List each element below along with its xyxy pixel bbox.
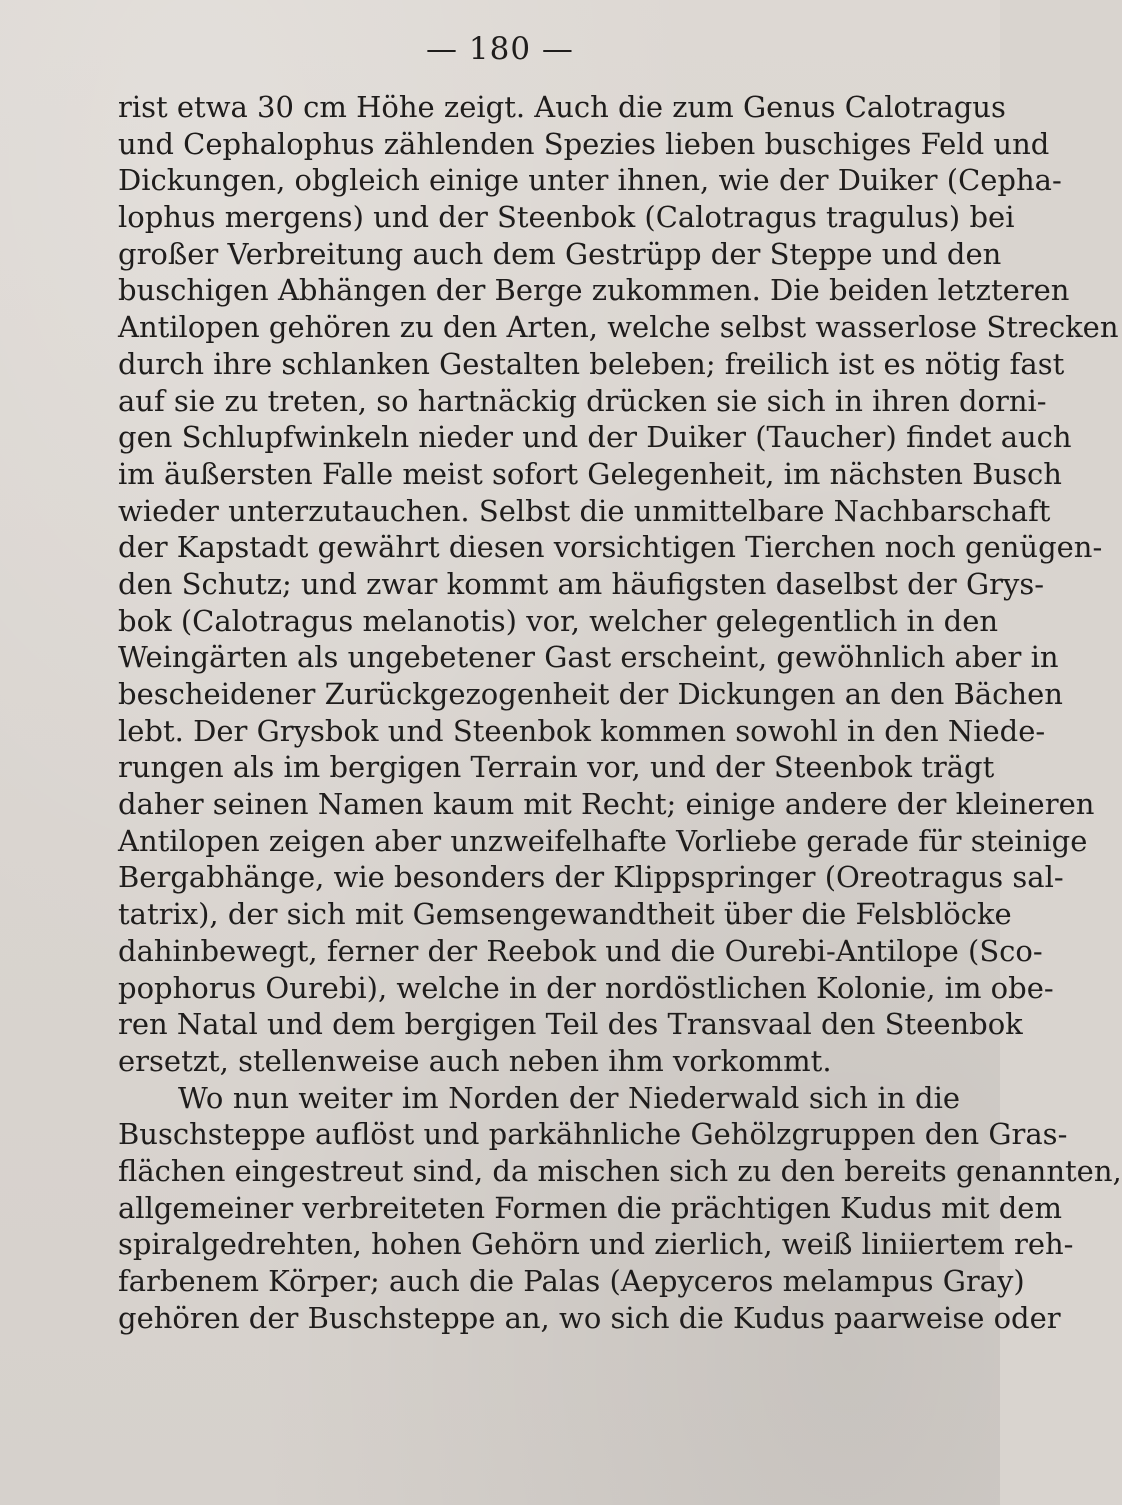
text-line: dahinbewegt, ferner der Reebok und die Ourebi-Antilope (Sco- [118, 933, 1043, 968]
text-line: gen Schlupfwinkeln nieder und der Duiker (Taucher) findet auch [118, 420, 1072, 455]
text-line: bok (Calotragus melanotis) vor, welcher gelegentlich in den [118, 603, 999, 638]
text-line: großer Verbreitung auch dem Gestrüpp der Steppe und den [118, 236, 1002, 271]
text-line: daher seinen Namen kaum mit Recht; einige andere der kleineren [118, 787, 1095, 822]
text-line: wieder unterzutauchen. Selbst die unmittelbare Nachbarschaft [118, 493, 1051, 528]
text-line: rungen als im bergigen Terrain vor, und der Steenbok trägt [118, 750, 995, 785]
text-line: ren Natal und dem bergigen Teil des Transvaal den Steenbok [118, 1007, 1023, 1042]
text-line: lophus mergens) und der Steenbok (Calotragus tragulus) bei [118, 200, 1015, 235]
text-line: rist etwa 30 cm Höhe zeigt. Auch die zum Genus Calotragus [118, 90, 1006, 124]
text-line: farbenem Körper; auch die Palas (Aepyceros melampus Gray) [118, 1264, 1025, 1298]
text-line: Dickungen, obgleich einige unter ihnen, wie der Duiker (Cepha- [118, 163, 1062, 198]
text-line: bescheidener Zurückgezogenheit der Dickungen an den Bächen [118, 677, 1063, 711]
paragraph-start-line: Wo nun weiter im Norden der Niederwald sich in die [178, 1080, 960, 1115]
text-line: spiralgedrehten, hohen Gehörn und zierlich, weiß liniiertem reh- [118, 1227, 1074, 1262]
text-line: allgemeiner verbreiteten Formen die prächtigen Kudus mit dem [118, 1190, 1062, 1225]
text-line: durch ihre schlanken Gestalten beleben; freilich ist es nötig fast [118, 346, 1065, 381]
text-line: buschigen Abhängen der Berge zukommen. Die beiden letzteren [118, 273, 1070, 308]
text-line: Buschsteppe auflöst und parkähnliche Gehölzgruppen den Gras- [118, 1117, 1068, 1152]
text-line: und Cephalophus zählenden Spezies lieben buschiges Feld und [118, 126, 1050, 161]
text-line: Antilopen gehören zu den Arten, welche selbst wasserlose Strecken [118, 310, 1119, 345]
text-line: den Schutz; und zwar kommt am häufigsten daselbst der Grys- [118, 566, 1045, 601]
text-line: tatrix), der sich mit Gemsengewandtheit über die Felsblöcke [118, 897, 1012, 932]
text-line: pophorus Ourebi), welche in der nordöstlichen Kolonie, im obe- [118, 970, 1054, 1005]
text-line: Weingärten als ungebetener Gast erscheint, gewöhnlich aber in [118, 640, 1059, 675]
page-number: — 180 — [426, 31, 574, 67]
text-line: Antilopen zeigen aber unzweifelhafte Vorliebe gerade für steinige [118, 823, 1088, 858]
paragraph-end-line: ersetzt, stellenweise auch neben ihm vorkommt. [118, 1043, 832, 1078]
body-text [118, 89, 1122, 1336]
text-line: im äußersten Falle meist sofort Gelegenheit, im nächsten Busch [118, 456, 1062, 491]
text-line: lebt. Der Grysbok und Steenbok kommen sowohl in den Niede- [118, 713, 1046, 748]
text-line: flächen eingestreut sind, da mischen sich zu den bereits genannten, [118, 1153, 1122, 1188]
text-line: der Kapstadt gewährt diesen vorsichtigen Tierchen noch genügen- [118, 530, 1103, 565]
text-line: auf sie zu treten, so hartnäckig drücken sie sich in ihren dorni- [118, 383, 1047, 418]
text-line: Bergabhänge, wie besonders der Klippspringer (Oreotragus sal- [118, 860, 1064, 895]
text-line: gehören der Buschsteppe an, wo sich die Kudus paarweise oder [118, 1300, 1061, 1335]
